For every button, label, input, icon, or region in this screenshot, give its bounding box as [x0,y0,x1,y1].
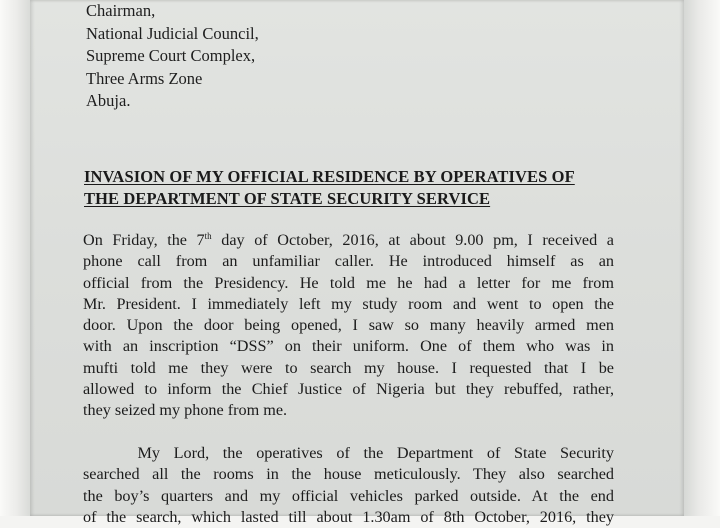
paragraph-line: official from the Presidency. He told me he had a letter for me from [83,273,614,292]
photo-border-right [684,0,720,516]
paragraph-line: of the search, which lasted till about 1.30am of 8th October, 2016, they [83,507,614,526]
paragraph-line: searched all the rooms in the house meticulously. They also searched [83,465,614,484]
paragraph-line: mufti told me they were to search my house. I requested that I be [83,358,614,377]
address-line: Three Arms Zone [86,68,203,88]
address-line: Chairman, [86,1,156,20]
paragraph-line: phone call from an unfamiliar caller. He introduced himself as an [83,252,614,271]
paragraph-line: allowed to inform the Chief Justice of Nigeria but they rebuffed, rather, [83,380,614,399]
letter-heading [84,166,614,209]
paragraph-line: with an inscription “DSS” on their uniform. One of them who was in [83,337,614,356]
address-line: Supreme Court Complex, [86,46,256,65]
paragraph-2 [83,443,614,528]
text-run: day of October, 2016, at about 9.00 pm, I received a [211,231,614,249]
text-run: On Friday, the 7 [83,231,205,249]
paragraph-line: My Lord, the operatives of the Department of State Security [83,444,614,462]
address-line: Abuja. [86,91,131,110]
paragraph-1 [83,230,614,422]
paragraph-line: they seized my phone from me. [83,401,288,420]
heading-line: INVASION OF MY OFFICIAL RESIDENCE BY OPERATIVES OF [84,167,575,186]
address-line: National Judicial Council, [86,23,259,43]
paragraph-line: Mr. President. I immediately left my study room and went to open the [83,294,614,313]
photo-border-left [0,0,30,516]
heading-line: THE DEPARTMENT OF STATE SECURITY SERVICE [84,188,491,208]
letter-page [30,0,684,526]
superscript: th [204,231,212,241]
paragraph-line [83,230,614,251]
paragraph-line: the boy’s quarters and my official vehicles parked outside. At the end [83,486,614,505]
recipient-address [86,0,259,113]
paragraph-line: door. Upon the door being opened, I saw so many heavily armed men [83,316,614,335]
